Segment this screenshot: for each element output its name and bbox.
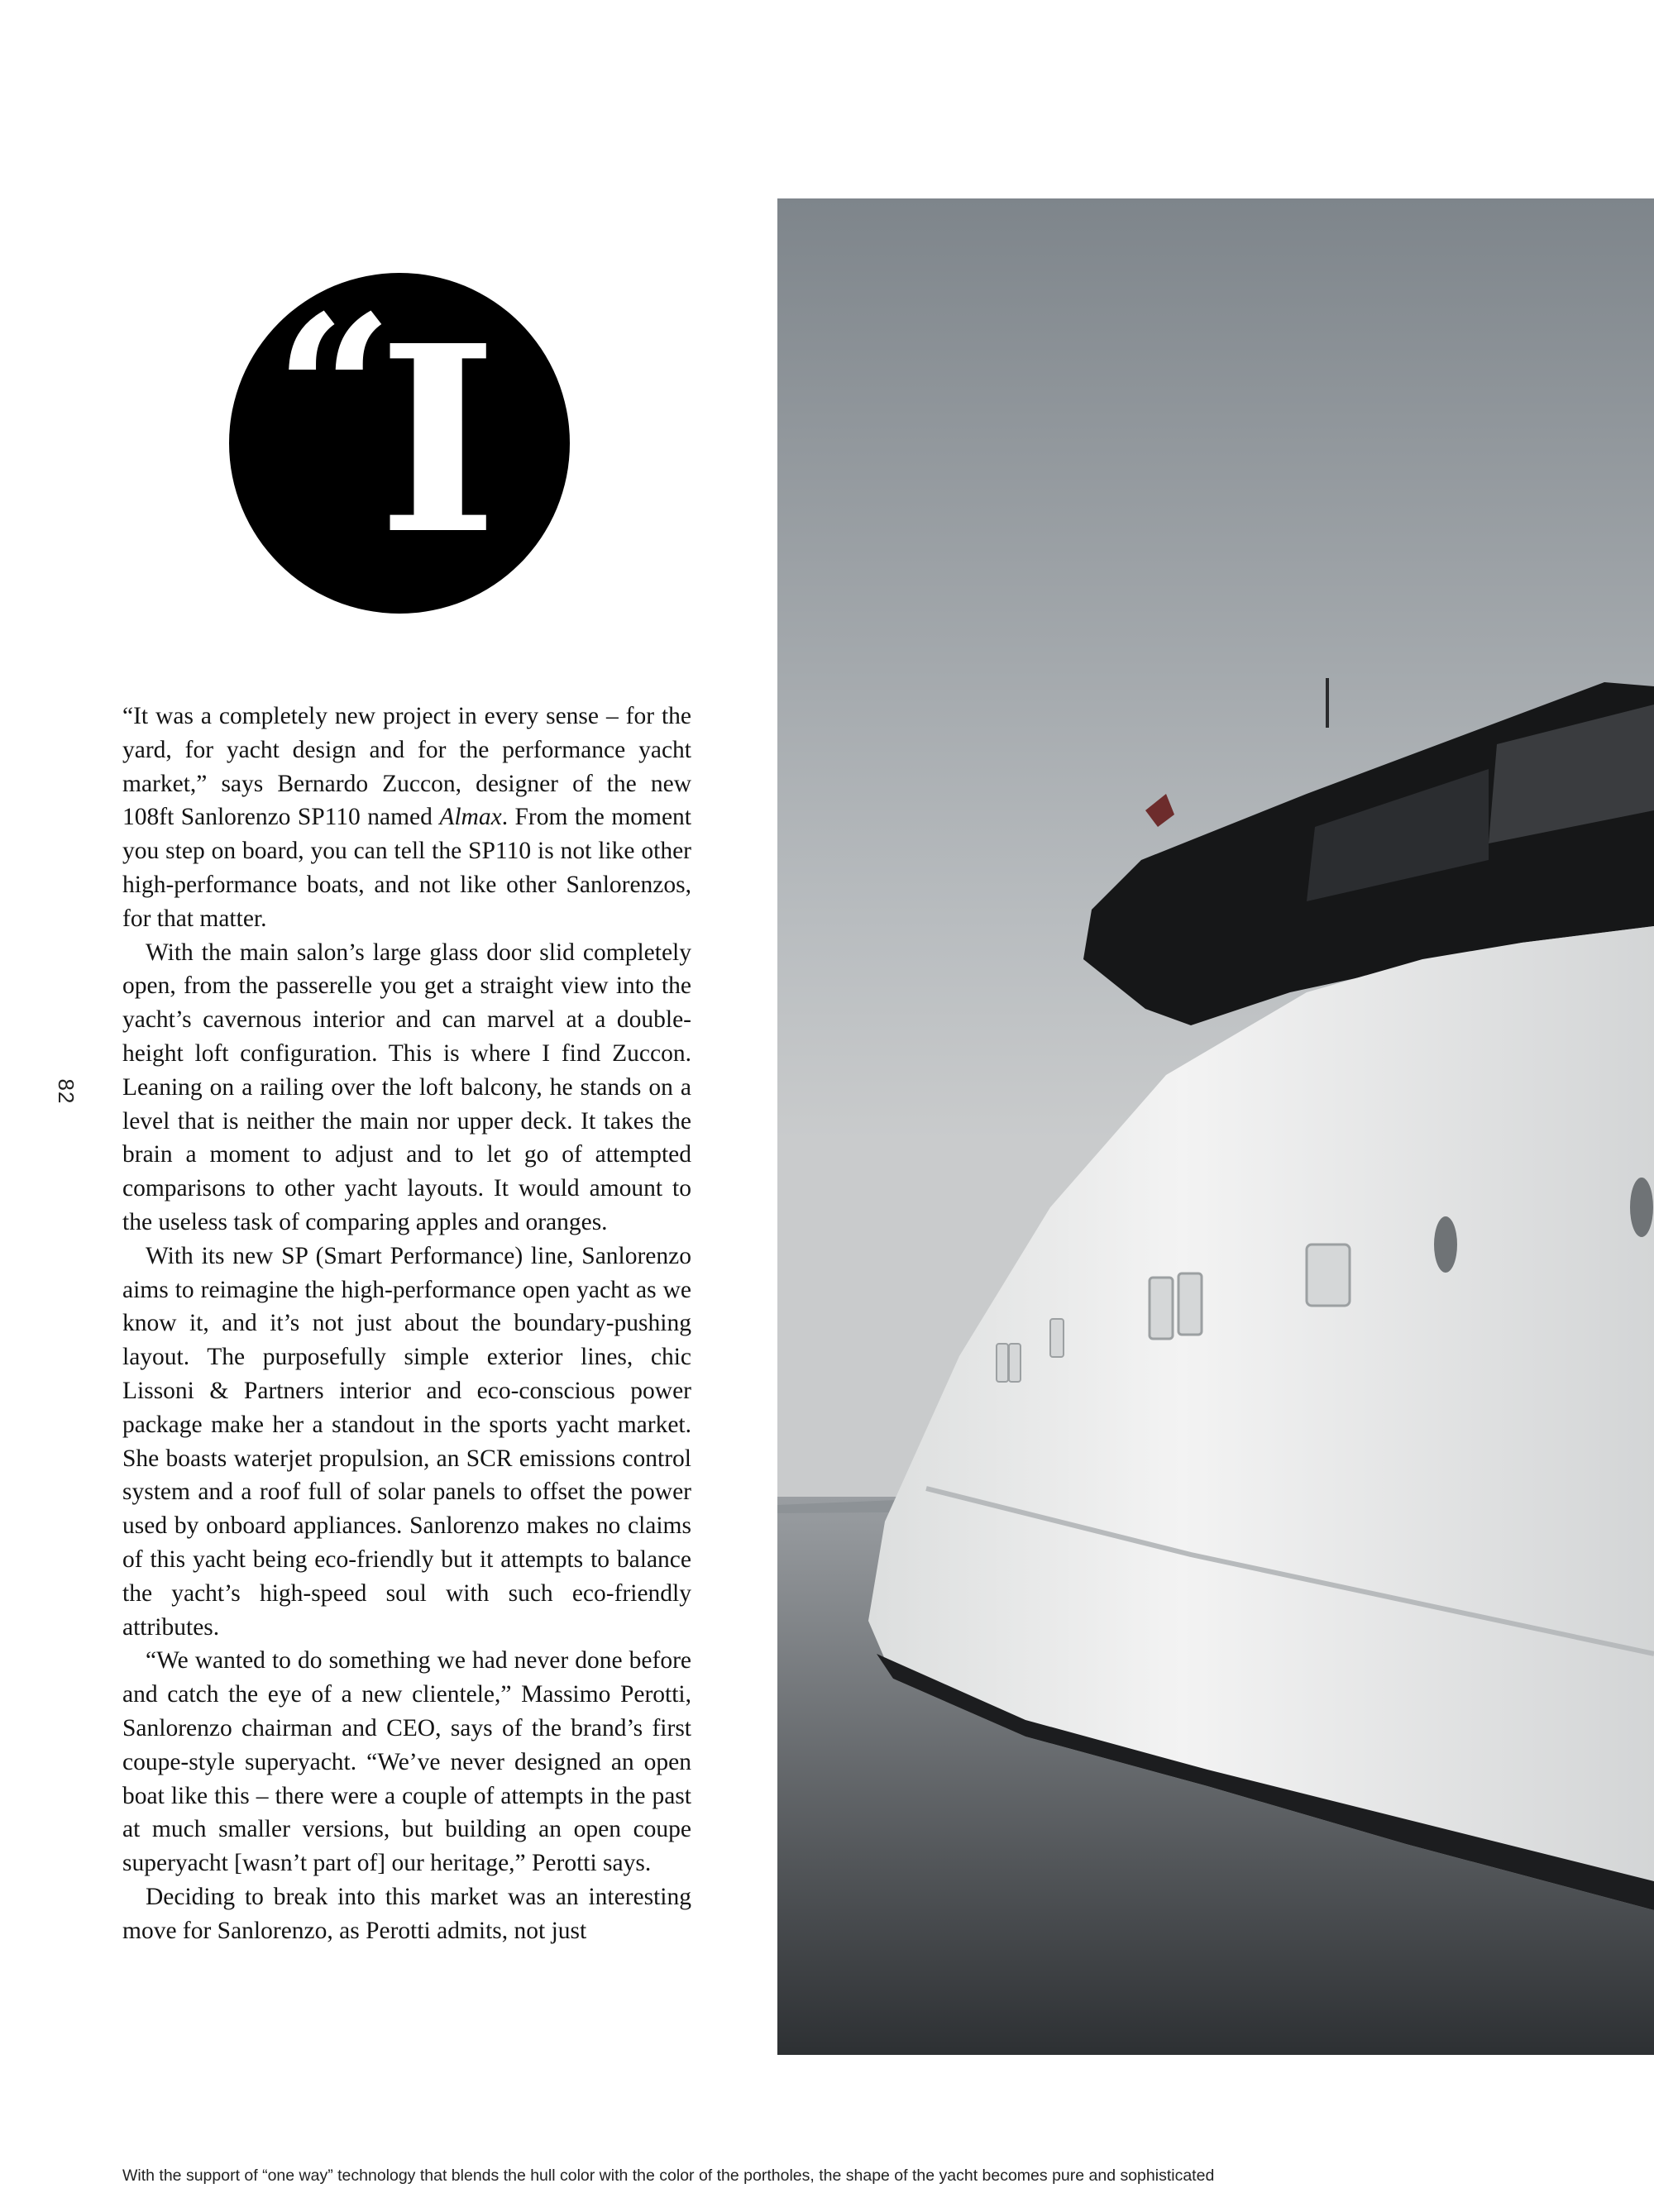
drop-cap-quote-mark: “	[275, 273, 394, 513]
drop-cap-letter: I	[378, 290, 499, 591]
paragraph-text: . From the moment you step on board, you can tell the SP110 is not like other high-performance boats, and not like other Sanlorenzos, for that matter.	[122, 804, 692, 932]
yacht-photo	[777, 198, 1654, 2055]
article-paragraph: Deciding to break into this market was an interesting move for Sanlorenzo, as Perotti admits, not just	[122, 1883, 691, 1944]
yacht-name: Almax	[439, 804, 502, 831]
hull-hatch	[997, 1344, 1008, 1382]
hull-hatch	[1009, 1344, 1021, 1382]
article-body	[122, 700, 691, 1947]
hull-hatch	[1150, 1278, 1173, 1339]
porthole	[1630, 1178, 1653, 1237]
drop-cap-circle	[229, 273, 570, 614]
hull-hatch	[1178, 1273, 1202, 1335]
photo-caption: With the support of “one way” technology that blends the hull color with the color of the portholes, the shape of the yacht becomes pure and sophisticated	[122, 2167, 1215, 2185]
article-paragraph	[122, 700, 691, 936]
yacht-illustration	[777, 198, 1654, 2055]
article-paragraph: “We wanted to do something we had never done before and catch the eye of a new clientele,” Massimo Perotti, Sanlorenzo chairman and CEO, says of the brand’s first coupe-style superyacht. “We’ve never designed an open boat like this – there were a couple of attempts in the past at much smaller versions, but building an open coupe superyacht [wasn’t part of] our heritage,” Perotti says.	[122, 1647, 691, 1877]
hull-hatch	[1050, 1319, 1064, 1357]
article-paragraph: With the main salon’s large glass door slid completely open, from the passerelle you get a straight view into the yacht’s cavernous interior and can marvel at a double-height loft configuration. This is where I find Zuccon. Leaning on a railing over the loft balcony, he stands on a level that is neither the main nor upper deck. It takes the brain a moment to adjust and to let go of attempted comparisons to other yacht layouts. It would amount to the useless task of comparing apples and oranges.	[122, 939, 691, 1235]
porthole	[1434, 1216, 1457, 1273]
page-number: 82	[54, 1078, 79, 1105]
hull-hatch	[1307, 1245, 1350, 1306]
paragraph-text: “It was a completely new project in every sense – for the yard, for yacht design and for the performance yacht market,” says Bernardo Zuccon, designer of the new 108ft Sanlorenzo SP110 named	[122, 703, 691, 831]
article-paragraph: With its new SP (Smart Performance) line, Sanlorenzo aims to reimagine the high-performance open yacht as we know it, and it’s not just about the boundary-pushing layout. The purposefully simple exterior lines, chic Lissoni & Partners interior and eco-conscious power package make her a standout in the sports yacht market. She boasts waterjet propulsion, an SCR emissions control system and a roof full of solar panels to offset the power used by onboard appliances. Sanlorenzo makes no claims of this yacht being eco-friendly but it attempts to balance the yacht’s high-speed soul with such eco-friendly attributes.	[122, 1242, 691, 1641]
